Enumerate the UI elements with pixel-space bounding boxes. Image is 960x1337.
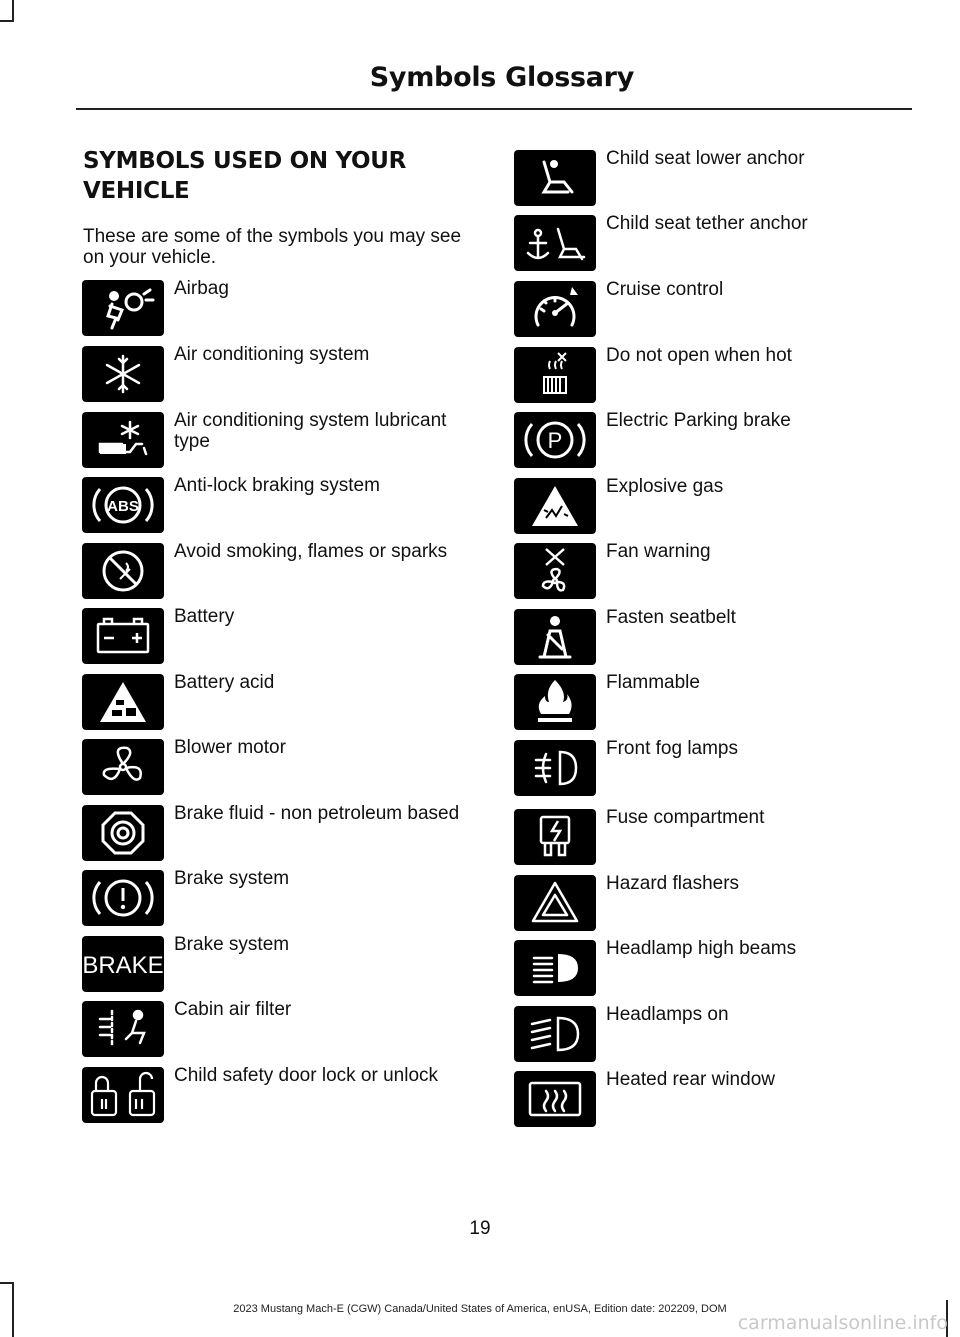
symbol-label: Fasten seatbelt bbox=[606, 607, 736, 628]
symbol-label: Do not open when hot bbox=[606, 345, 792, 366]
crop-mark bbox=[0, 1282, 14, 1284]
svg-text:ABS: ABS bbox=[107, 498, 139, 515]
air-conditioning-icon bbox=[82, 346, 164, 402]
high-beam-icon bbox=[514, 940, 596, 996]
brake-icon-text: BRAKE bbox=[82, 952, 164, 979]
symbol-label: Brake system bbox=[174, 934, 290, 955]
symbol-label: Blower motor bbox=[174, 737, 286, 758]
headlamps-icon bbox=[514, 1006, 596, 1062]
child-seat-tether-icon bbox=[514, 215, 596, 271]
section-heading-line: SYMBOLS USED ON YOUR bbox=[83, 148, 407, 174]
abs-icon bbox=[82, 477, 164, 533]
cabin-air-filter-icon bbox=[82, 1001, 164, 1057]
symbol-label: Cabin air filter bbox=[174, 999, 292, 1020]
symbol-label: Child seat lower anchor bbox=[606, 148, 805, 169]
symbol-label: Brake fluid - non petroleum based bbox=[174, 803, 460, 824]
symbol-label: Explosive gas bbox=[606, 476, 724, 497]
child-lock-icon bbox=[82, 1067, 164, 1123]
battery-acid-icon bbox=[82, 674, 164, 730]
brake-warning-icon bbox=[82, 870, 164, 926]
parking-brake-icon bbox=[514, 412, 596, 468]
symbol-label: Electric Parking brake bbox=[606, 410, 791, 431]
symbol-label: Child seat tether anchor bbox=[606, 213, 808, 234]
symbol-label: Battery bbox=[174, 606, 235, 627]
flammable-icon bbox=[514, 674, 596, 730]
crop-mark bbox=[0, 20, 14, 22]
airbag-icon bbox=[82, 280, 164, 336]
heated-rear-window-icon bbox=[514, 1071, 596, 1127]
symbol-label: Battery acid bbox=[174, 672, 275, 693]
symbol-label: Heated rear window bbox=[606, 1069, 775, 1090]
parking-icon-text: P bbox=[547, 428, 563, 453]
symbol-label: Cruise control bbox=[606, 279, 724, 300]
brake-fluid-icon bbox=[82, 805, 164, 861]
seatbelt-icon bbox=[514, 609, 596, 665]
symbol-label: Brake system bbox=[174, 868, 290, 889]
hazard-icon bbox=[514, 875, 596, 931]
fuse-icon bbox=[514, 809, 596, 865]
no-smoking-icon bbox=[82, 543, 164, 599]
blower-motor-icon bbox=[82, 739, 164, 795]
cruise-control-icon bbox=[514, 281, 596, 337]
page-number: 19 bbox=[469, 1218, 491, 1239]
page-header bbox=[76, 62, 912, 110]
crop-mark bbox=[12, 0, 14, 22]
symbol-label: Front fog lamps bbox=[606, 738, 738, 759]
fog-lamp-icon bbox=[514, 740, 596, 796]
symbol-label: Avoid smoking, flames or sparks bbox=[174, 541, 448, 562]
symbol-label: Air conditioning system lubricant type bbox=[174, 410, 447, 452]
symbol-label: Anti-lock braking system bbox=[174, 475, 380, 496]
brake-text-icon bbox=[82, 936, 164, 992]
battery-icon bbox=[82, 608, 164, 664]
section-heading bbox=[83, 146, 463, 206]
child-seat-anchor-icon bbox=[514, 150, 596, 206]
watermark: carmanualsonline.info bbox=[737, 1312, 948, 1334]
intro-text: These are some of the symbols you may see on your vehicle. bbox=[83, 226, 462, 268]
ac-lubricant-icon bbox=[82, 412, 164, 468]
symbol-label: Flammable bbox=[606, 672, 700, 693]
fan-warning-icon bbox=[514, 543, 596, 599]
do-not-open-hot-icon bbox=[514, 347, 596, 403]
symbol-label: Air conditioning system bbox=[174, 344, 370, 365]
symbol-label: Hazard flashers bbox=[606, 873, 740, 894]
symbol-label: Airbag bbox=[174, 278, 229, 299]
symbol-label: Fuse compartment bbox=[606, 807, 765, 828]
symbol-label: Headlamp high beams bbox=[606, 938, 797, 959]
symbol-label: Headlamps on bbox=[606, 1004, 729, 1025]
explosive-gas-icon bbox=[514, 478, 596, 534]
page-title: Symbols Glossary bbox=[369, 62, 634, 93]
symbol-label: Fan warning bbox=[606, 541, 711, 562]
footer-text: 2023 Mustang Mach-E (CGW) Canada/United States of America, enUSA, Edition date: 202209, DOM bbox=[233, 1303, 727, 1315]
symbol-label: Child safety door lock or unlock bbox=[174, 1065, 439, 1086]
section-heading-line: VEHICLE bbox=[83, 178, 190, 204]
